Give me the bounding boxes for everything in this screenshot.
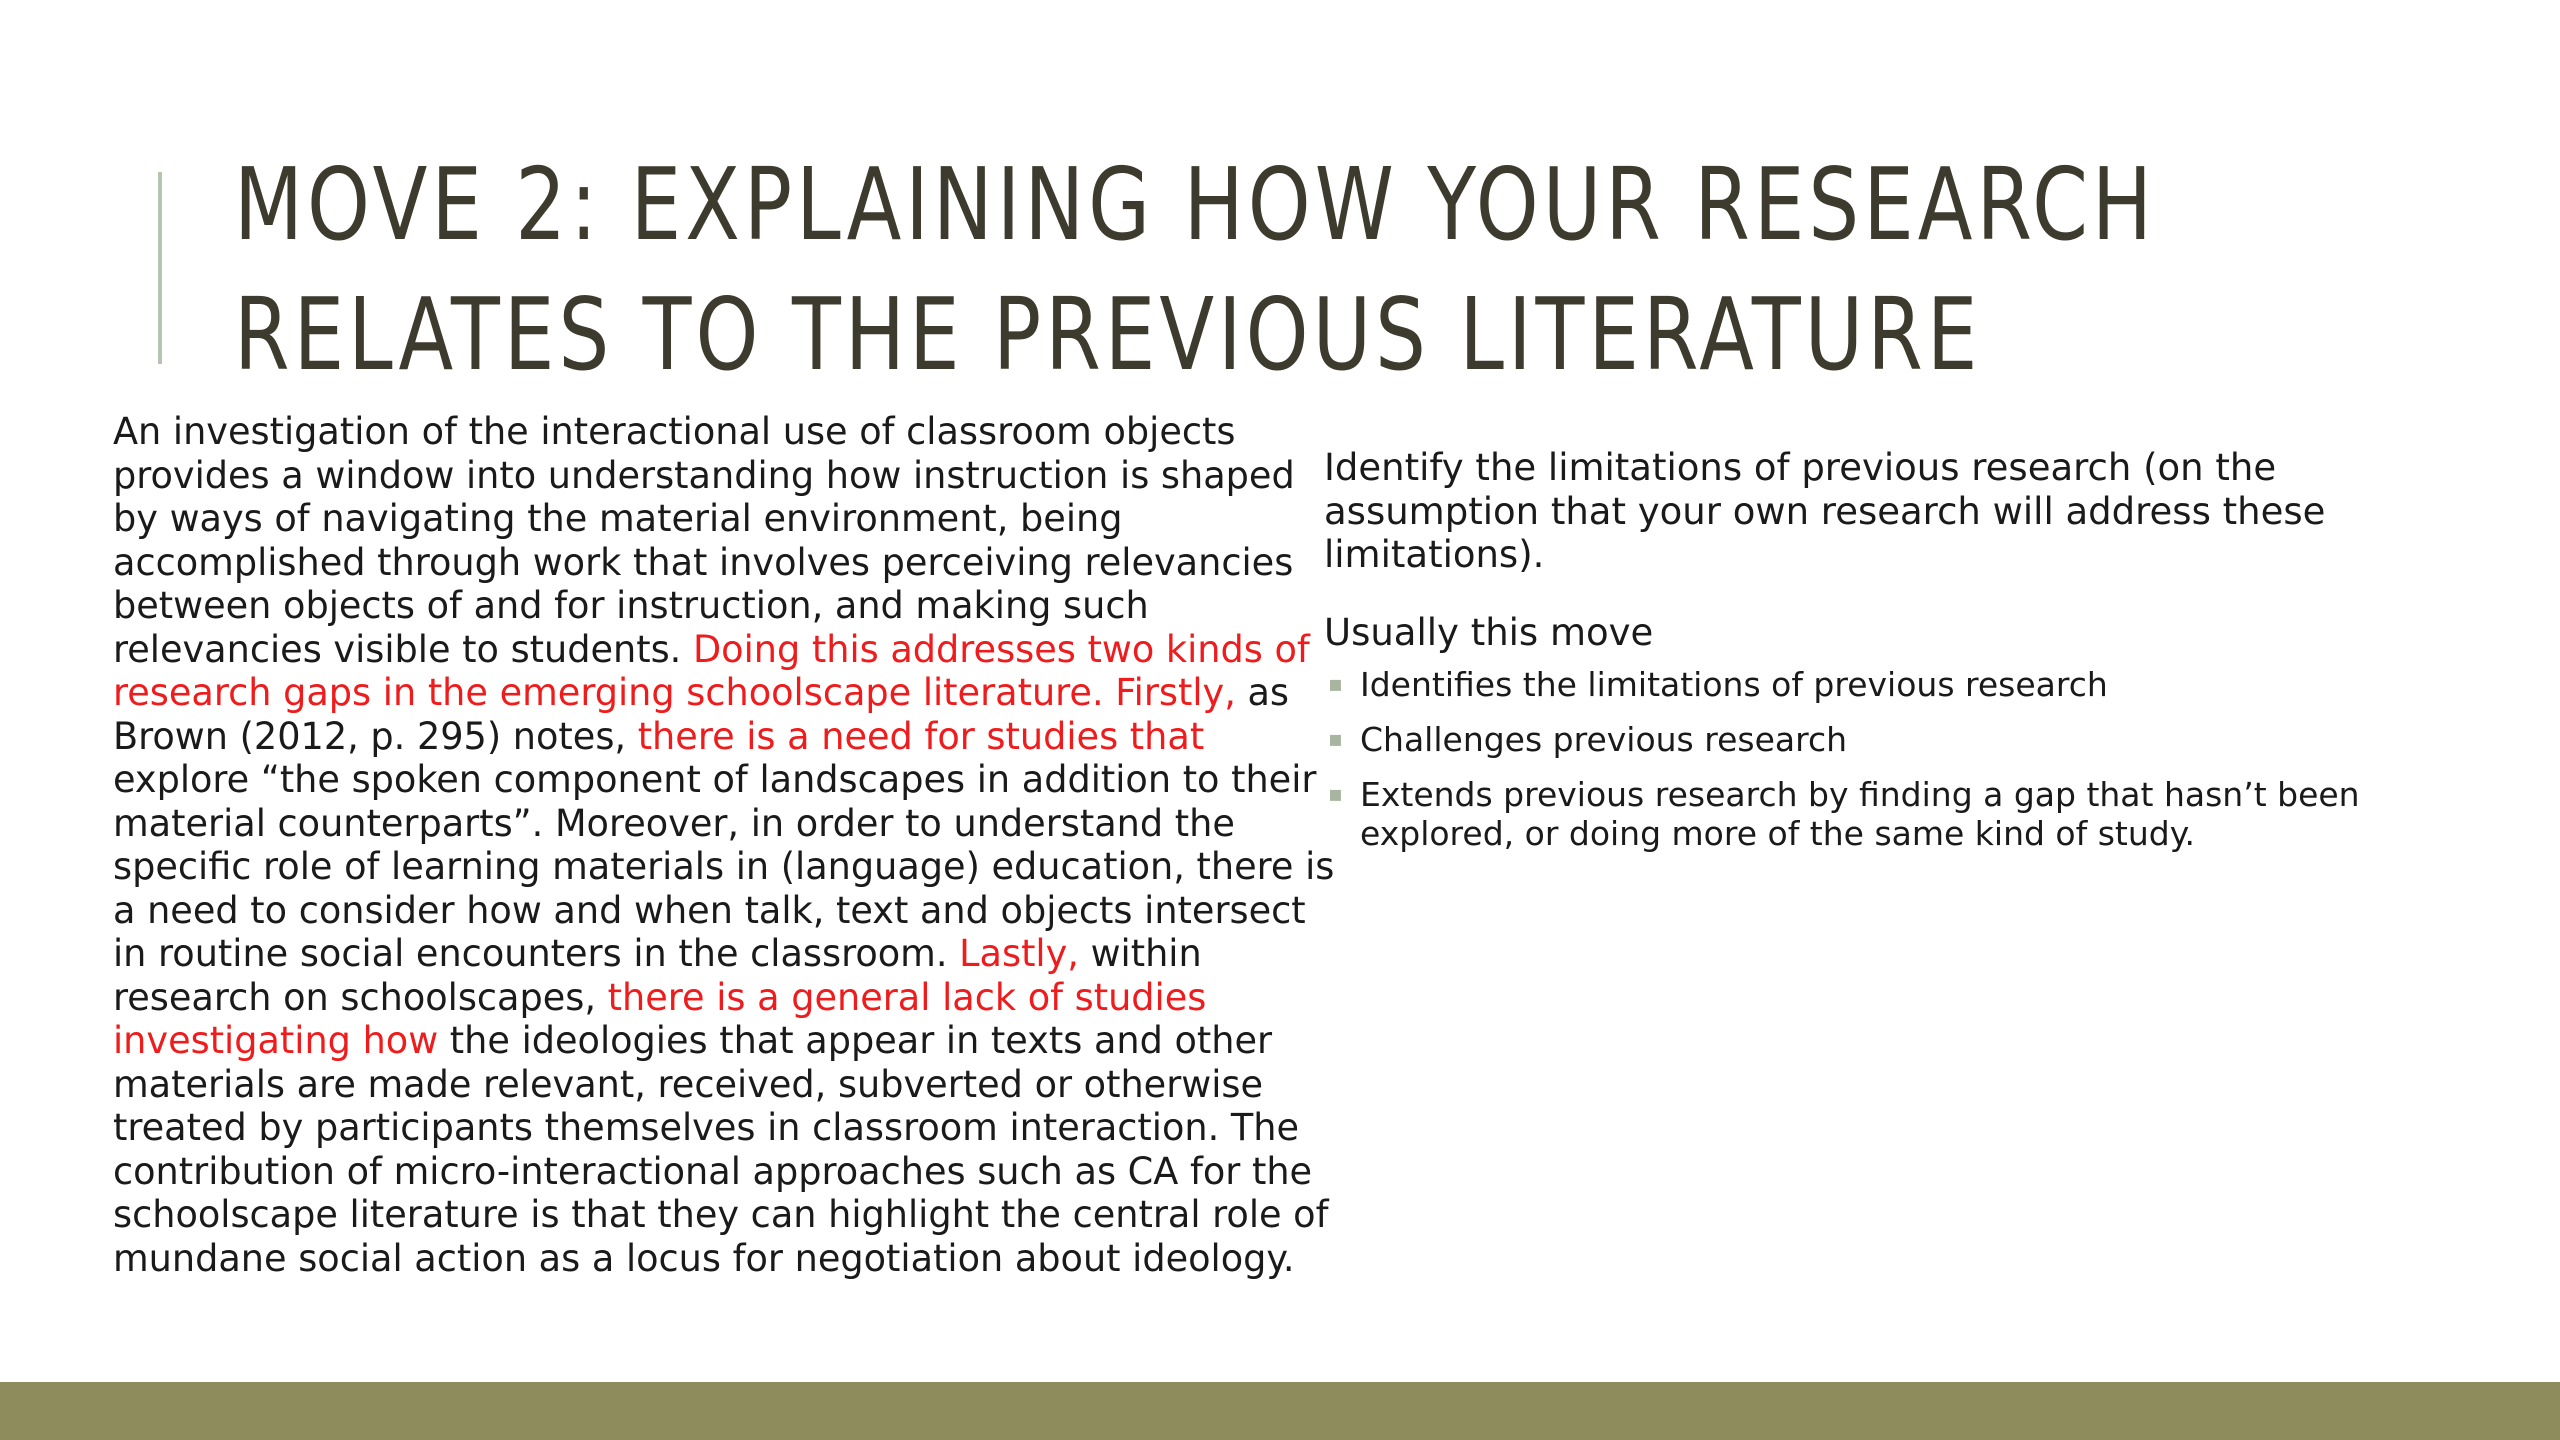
list-item-text: Challenges previous research: [1360, 719, 1848, 759]
paragraph-text: within research on schoolscapes,: [113, 932, 1202, 1019]
bullet-dot-icon: ▪: [1328, 726, 1343, 752]
footer-bar: [0, 1382, 2560, 1440]
paragraph-text: explore “the spoken component of landscapes in addition to their material counterparts”. Moreover, in order to understand the specific role of learning materials in (language) education, there is a need to consider how and when talk, text and objects intersect in routine social encounters in the classroom.: [113, 758, 1335, 975]
slide-title: [234, 140, 2157, 400]
list-item: [1324, 775, 2384, 853]
slide-title-line-1: MOVE 2: EXPLAINING HOW YOUR RESEARCH: [234, 146, 2157, 263]
slide-title-line-2: RELATES TO THE PREVIOUS LITERATURE: [234, 276, 1982, 393]
paragraph-text: An investigation of the interactional use of classroom objects provides a window into understanding how instruction is shaped by ways of navigating the material environment, being accomplished through work that involves perceiving relevancies between objects of and for instruction, and making such relevancies visible to students.: [113, 410, 1295, 671]
highlighted-text: there is a need for studies that: [637, 714, 1205, 758]
left-body-paragraph: [113, 410, 1351, 1280]
right-column: [1324, 446, 2384, 869]
paragraph-text: as Brown (2012, p. 295) notes,: [113, 671, 1290, 758]
list-item: [1324, 665, 2384, 704]
bullet-list: [1324, 665, 2384, 853]
bullet-dot-icon: ▪: [1328, 671, 1343, 697]
bullet-dot-icon: ▪: [1328, 781, 1343, 807]
right-intro-text: Identify the limitations of previous research (on the assumption that your own research will address these limitations).: [1324, 446, 2326, 576]
highlighted-text: Lastly,: [959, 932, 1079, 975]
list-item-text: Identifies the limitations of previous research: [1360, 664, 2108, 704]
paragraph-text: the ideologies that appear in texts and other materials are made relevant, received, subverted or otherwise treated by participants themselves in classroom interaction. The contribution of micro-interactional approaches such as CA for the schoolscape literature is that they can highlight the central role of mundane social action as a locus for negotiation about ideology.: [113, 1019, 1329, 1280]
right-subheading: Usually this move: [1324, 610, 1654, 654]
highlighted-text: Doing this addresses two kinds of research gaps in the emerging schoolscape literature. Firstly,: [113, 627, 1310, 714]
title-accent-line: [158, 172, 162, 364]
highlighted-text: there is a general lack of studies investigating how: [113, 975, 1207, 1062]
list-item: [1324, 720, 2384, 759]
list-item-text: Extends previous research by finding a gap that hasn’t been explored, or doing more of the same kind of study.: [1360, 774, 2360, 853]
